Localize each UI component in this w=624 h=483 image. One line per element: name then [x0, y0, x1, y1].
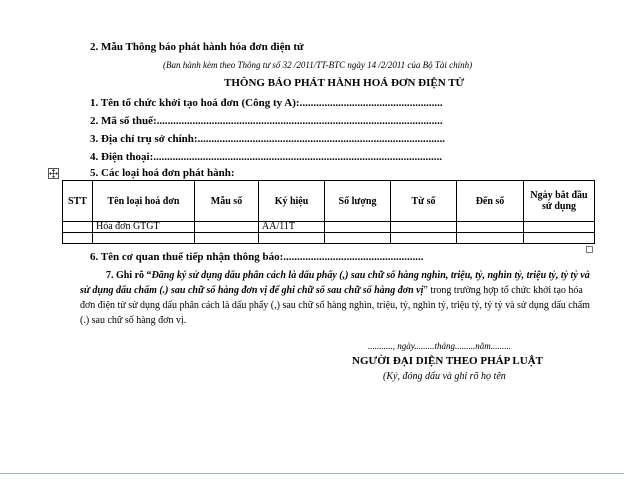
table-header-cell: Ngày bắt đầu sử dụng	[524, 181, 595, 222]
issued-note: (Ban hành kèm theo Thông tư số 32 /2011/TT-BTC ngày 14 /2/2011 của Bộ Tài chính)	[163, 60, 473, 70]
table-cell[interactable]	[391, 222, 457, 233]
table-header-cell: STT	[63, 181, 93, 222]
table-header-cell: Mẫu số	[195, 181, 259, 222]
field-address: 3. Địa chỉ trụ sở chính:..........................................................................................	[90, 133, 446, 145]
table-cell[interactable]	[325, 222, 391, 233]
table-cell[interactable]	[63, 233, 93, 244]
note-seven-prefix: 7. Ghi rõ “	[106, 270, 152, 281]
table-header-row	[63, 181, 595, 222]
field-phone: 4. Điện thoại:.........................................................................................................	[90, 151, 442, 163]
table-cell[interactable]	[93, 233, 195, 244]
table-cell[interactable]	[524, 233, 595, 244]
field-tax-office: 6. Tên cơ quan thuế tiếp nhận thông báo:...................................................	[90, 251, 424, 263]
table-cell[interactable]	[325, 233, 391, 244]
signer-title: NGƯỜI ĐẠI DIỆN THEO PHÁP LUẬT	[352, 355, 543, 367]
table-cell[interactable]	[524, 222, 595, 233]
table-header-cell: Đến số	[457, 181, 524, 222]
move-arrows-icon[interactable]	[48, 168, 59, 179]
table-cell[interactable]: AA/11T	[259, 222, 325, 233]
table-cell[interactable]	[457, 233, 524, 244]
table-cell[interactable]	[457, 222, 524, 233]
date-line: ..........., ngày.........tháng.........năm.........	[368, 341, 511, 351]
table-cell[interactable]	[195, 222, 259, 233]
table-cell[interactable]	[195, 233, 259, 244]
table-cell[interactable]	[259, 233, 325, 244]
table-cell[interactable]	[391, 233, 457, 244]
signer-note: (Ký, đóng dấu và ghi rõ họ tên	[383, 371, 506, 382]
table-header-cell: Ký hiệu	[259, 181, 325, 222]
note-seven	[80, 268, 592, 328]
table-row	[63, 233, 595, 244]
page-divider	[0, 473, 624, 474]
main-title: THÔNG BÁO PHÁT HÀNH HOÁ ĐƠN ĐIỆN TỬ	[224, 77, 465, 89]
invoice-table	[62, 180, 595, 244]
table-header-cell: Từ số	[391, 181, 457, 222]
field-tax-code: 2. Mã số thuế:........................................................................................................	[90, 115, 443, 127]
note-seven-rest: ” trong trường hợp tổ chức khởi tạo hóa đơn điện tử sử dụng dấu phân cách là dấu phẩy (,) sau chữ số hàng nghìn, triệu, tỷ, nghìn tỷ, triệu tỷ, tỷ tỷ và sử dụng dấu chấm (.) sau chữ số hàng đơn vị.	[80, 285, 590, 326]
table-row	[63, 222, 595, 233]
field-company-name: 1. Tên tổ chức khởi tạo hoá đơn (Công ty A):....................................................	[90, 97, 443, 109]
note-seven-emphasis: Đăng ký sử dụng dấu phân cách là dấu phẩy (,) sau chữ số hàng nghìn, triệu, tỷ, nghìn tỷ, triệu tỷ, tỷ tỷ và sử dụng dấu chấm (.) sau chữ số hàng đơn vị để ghi chữ số sau chữ số hàng đơn vị	[80, 270, 590, 296]
section-title: 2. Mẫu Thông báo phát hành hóa đơn điện tử	[90, 41, 304, 53]
table-header-cell: Số lượng	[325, 181, 391, 222]
table-cell[interactable]: Hóa đơn GTGT	[93, 222, 195, 233]
field-invoice-types: 5. Các loại hoá đơn phát hành:	[90, 167, 235, 179]
table-cell[interactable]	[63, 222, 93, 233]
resize-handle-icon[interactable]	[586, 246, 593, 253]
table-header-cell: Tên loại hoá đơn	[93, 181, 195, 222]
